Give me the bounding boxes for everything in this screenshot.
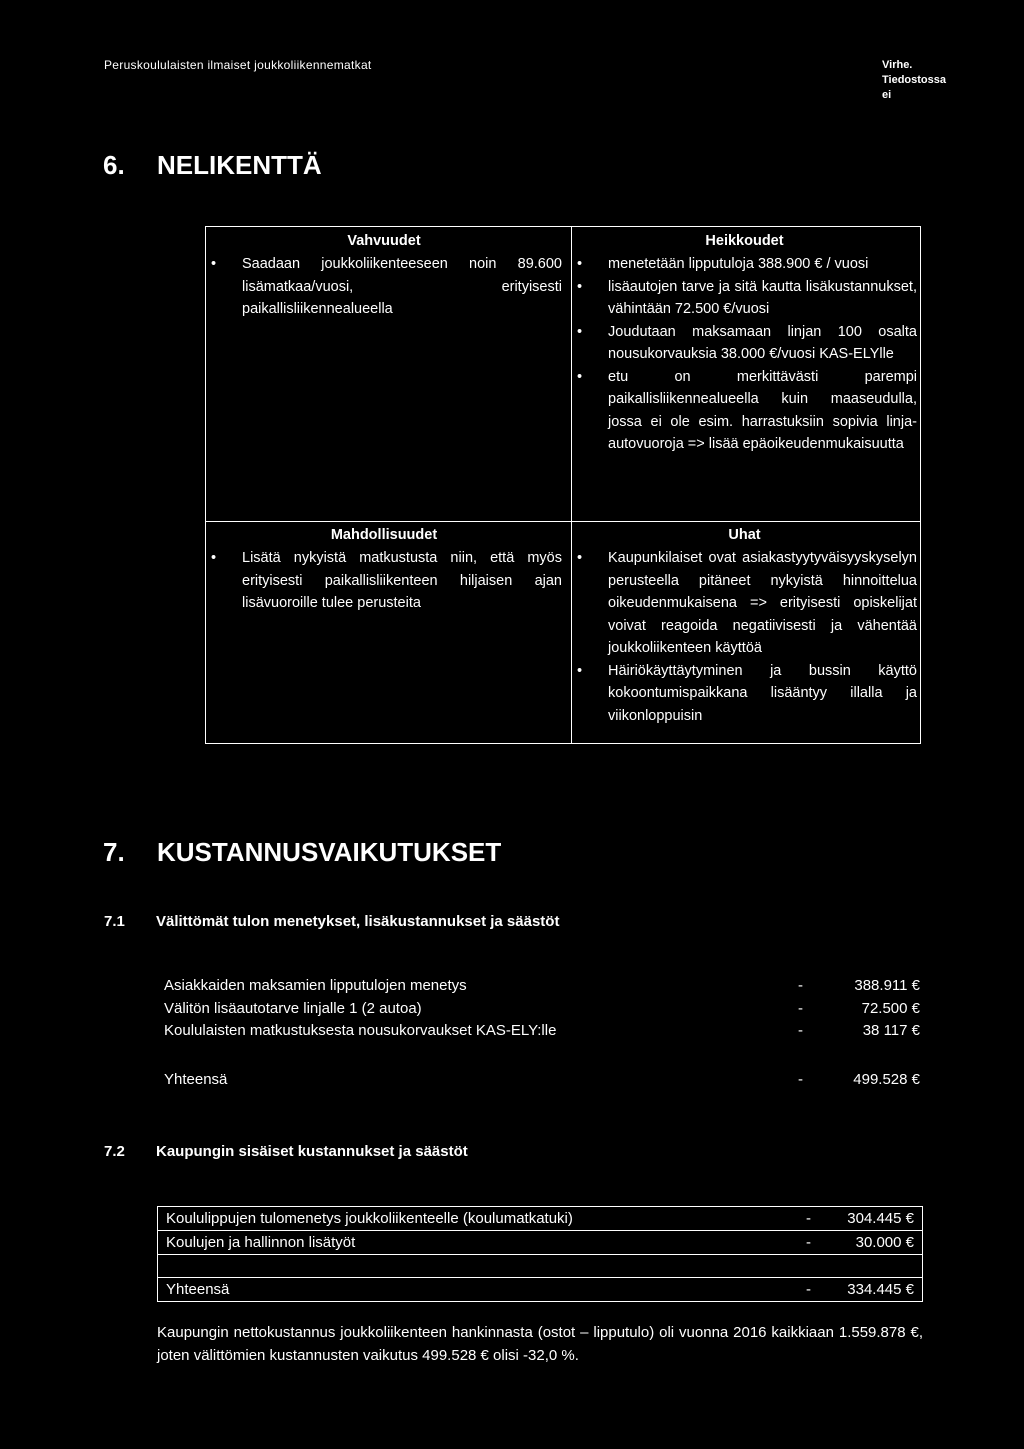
running-header-title: Peruskoululaisten ilmaiset joukkoliikennematkat (104, 58, 372, 72)
section-title: KUSTANNUSVAIKUTUKSET (157, 837, 502, 867)
cost-sign: - (798, 999, 803, 1017)
total-value: 334.445 € (847, 1281, 914, 1298)
row-label: Koulujen ja hallinnon lisätyöt (166, 1234, 356, 1251)
weaknesses-list (572, 253, 917, 456)
subsection-7-1-heading (104, 913, 559, 930)
opportunities-list (206, 547, 562, 615)
table-row (158, 1207, 922, 1231)
cost-row (164, 975, 920, 998)
total-sign: - (806, 1281, 811, 1298)
total-label: Yhteensä (164, 1070, 228, 1088)
list-item: • Joudutaan maksamaan linjan 100 osalta nousukorvauksia 38.000 €/vuosi KAS-ELYlle (572, 321, 917, 366)
list-item: • lisäautojen tarve ja sitä kautta lisäkustannukset, vähintään 72.500 €/vuosi (572, 276, 917, 321)
total-sign: - (798, 1070, 803, 1088)
cost-row (164, 1020, 920, 1043)
subsection-title: Välittömät tulon menetykset, lisäkustannukset ja säästöt (156, 913, 560, 930)
total-label: Yhteensä (166, 1281, 230, 1298)
threats-list (572, 547, 917, 727)
swot-table (205, 226, 921, 744)
section-number: 6. (103, 150, 125, 180)
list-item: • menetetään lipputuloja 388.900 € / vuosi (572, 253, 917, 276)
strengths-list (206, 253, 562, 321)
cost-sign: - (798, 1022, 803, 1039)
subsection-7-2-heading (104, 1143, 468, 1160)
table-row (158, 1231, 922, 1255)
section-title: NELIKENTTÄ (157, 150, 322, 180)
internal-costs-table (157, 1206, 923, 1302)
cost-value: 38 117 € (862, 1022, 920, 1039)
subsection-number: 7.2 (104, 1143, 125, 1160)
cost-label: Koululaisten matkustuksesta nousukorvaukset KAS-ELY:lle (164, 1022, 557, 1039)
cost-value: 388.911 € (854, 977, 920, 994)
row-value: 30.000 € (855, 1234, 914, 1251)
weaknesses-title: Heikkoudet (705, 233, 784, 249)
subsection-title: Kaupungin sisäiset kustannukset ja säästöt (156, 1143, 468, 1160)
opportunities-title: Mahdollisuudet (330, 527, 438, 543)
row-label: Koululippujen tulomenetys joukkoliikenteelle (koulumatkatuki) (166, 1210, 573, 1227)
cost-sign: - (798, 977, 803, 994)
swot-strengths-cell (206, 227, 562, 321)
row-sign: - (806, 1210, 811, 1227)
direct-costs-list (164, 975, 920, 1091)
table-total-row (158, 1278, 922, 1301)
swot-opportunities-cell (206, 521, 562, 615)
section-number: 7. (103, 837, 125, 867)
cost-label: Asiakkaiden maksamien lipputulojen menetys (164, 977, 467, 994)
list-item: • Kaupunkilaiset ovat asiakastyytyväisyyskyselyn perusteella pitäneet nykyistä hinnoittelua oikeudenmukaisena => erityisesti opiskelijat voivat reagoida negatiivisesti ja vähentää joukkoliikenteen käyttöä (572, 547, 917, 660)
swot-weaknesses-cell (572, 227, 917, 456)
cost-value: 72.500 € (861, 999, 920, 1017)
row-sign: - (806, 1234, 811, 1251)
cost-row (164, 998, 920, 1021)
cost-total-row (164, 1069, 920, 1092)
subsection-number: 7.1 (104, 913, 125, 930)
table-empty-row (158, 1255, 922, 1278)
section-6-heading (103, 150, 322, 181)
list-item: • Saadaan joukkoliikenteeseen noin 89.600 lisämatkaa/vuosi, erityisesti paikallisliikennealueella (206, 253, 562, 321)
summary-paragraph: Kaupungin nettokustannus joukkoliikenteen hankinnasta (ostot – lipputulo) oli vuonna 2016 kaikkiaan 1.559.878 €, joten välittömien kustannusten vaikutus 499.528 € olisi -32,0 %. (157, 1324, 923, 1364)
swot-threats-cell (572, 521, 917, 727)
list-item: • Häiriökäyttäytyminen ja bussin käyttö kokoontumispaikkana lisääntyy illalla ja viikonloppuisin (572, 660, 917, 728)
strengths-title: Vahvuudet (347, 233, 421, 249)
list-item: • Lisätä nykyistä matkustusta niin, että myös erityisesti paikallisliikenteen hiljaisen ajan lisävuoroille tulee perusteita (206, 547, 562, 615)
row-value: 304.445 € (847, 1210, 914, 1227)
section-7-heading (103, 837, 501, 868)
total-value: 499.528 € (853, 1070, 920, 1088)
list-item: • etu on merkittävästi parempi paikallisliikennealueella kuin maaseudulla, jossa ei ole esim. harrastuksiin sopivia linja-autovuoroja => lisää epäoikeudenmukaisuutta (572, 366, 917, 456)
cost-label: Välitön lisäautotarve linjalle 1 (2 autoa) (164, 999, 422, 1017)
running-header-error: Virhe. Tiedostossa ei (882, 59, 946, 101)
threats-title: Uhat (728, 527, 761, 543)
